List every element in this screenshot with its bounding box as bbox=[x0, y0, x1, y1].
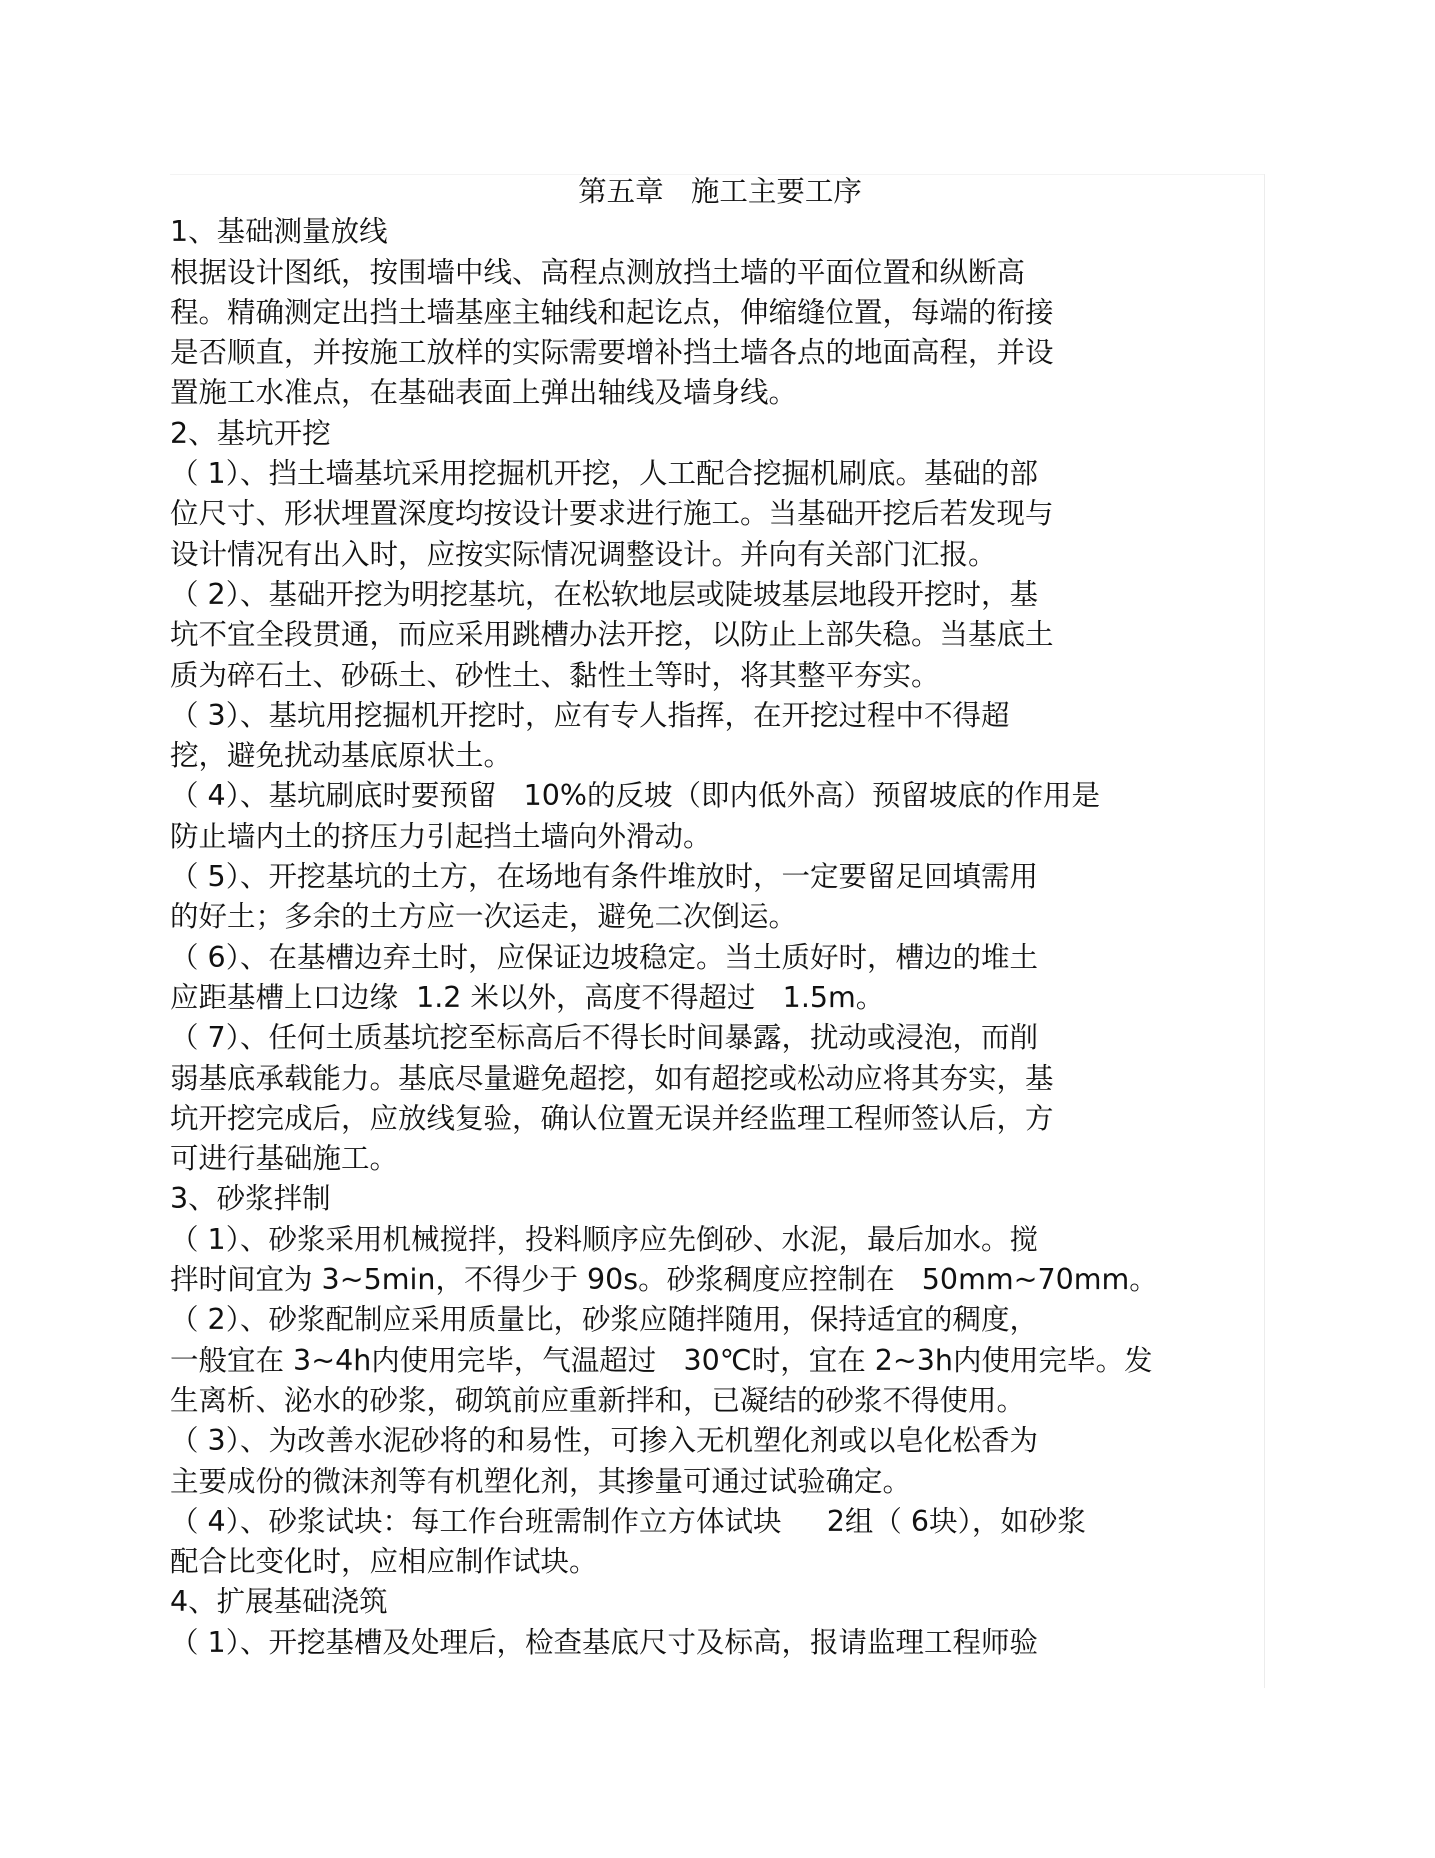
paragraph-line: （ 1）、开挖基槽及处理后，检查基底尺寸及标高，报请监理工程师验 bbox=[170, 1625, 1038, 1659]
paragraph-line: 应距基槽上口边缘 1.2 米以外，高度不得超过 1.5m。 bbox=[170, 980, 885, 1014]
paragraph-line: （ 4）、基坑刷底时要预留 10%的反坡（即内低外高）预留坡底的作用是 bbox=[170, 779, 1100, 813]
section-heading: 2、基坑开挖 bbox=[170, 416, 331, 450]
paragraph-line: 设计情况有出入时，应按实际情况调整设计。并向有关部门汇报。 bbox=[170, 537, 997, 571]
paragraph-line: 质为碎石土、砂砾土、砂性土、黏性土等时，将其整平夯实。 bbox=[170, 658, 940, 692]
paragraph-line: （ 4）、砂浆试块：每工作台班需制作立方体试块 2组（ 6块），如砂浆 bbox=[170, 1504, 1086, 1538]
paragraph-line: 生离析、泌水的砂浆，砌筑前应重新拌和，已凝结的砂浆不得使用。 bbox=[170, 1383, 1026, 1417]
paragraph-line: 一般宜在 3~4h内使用完毕，气温超过 30℃时，宜在 2~3h内使用完毕。发 bbox=[170, 1343, 1153, 1377]
paragraph-line: （ 2）、基础开挖为明挖基坑，在松软地层或陡坡基层地段开挖时，基 bbox=[170, 577, 1038, 611]
section-heading: 1、基础测量放线 bbox=[170, 215, 388, 249]
paragraph-line: 置施工水准点，在基础表面上弹出轴线及墙身线。 bbox=[170, 376, 798, 410]
document-body bbox=[170, 172, 1240, 1663]
paragraph-line: （ 5）、开挖基坑的土方，在场地有条件堆放时，一定要留足回填需用 bbox=[170, 860, 1038, 894]
paragraph-line: （ 2）、砂浆配制应采用质量比，砂浆应随拌随用，保持适宜的稠度， bbox=[170, 1303, 1038, 1337]
paragraph-line: 程。精确测定出挡土墙基座主轴线和起讫点，伸缩缝位置，每端的衔接 bbox=[170, 295, 1054, 329]
page-right-border bbox=[1264, 174, 1265, 1688]
chapter-title: 第五章 施工主要工序 bbox=[578, 175, 862, 208]
paragraph-line: 主要成份的微沫剂等有机塑化剂，其掺量可通过试验确定。 bbox=[170, 1464, 912, 1498]
paragraph-line: 的好土；多余的土方应一次运走，避免二次倒运。 bbox=[170, 900, 798, 934]
paragraph-line: 弱基底承载能力。基底尽量避免超挖，如有超挖或松动应将其夯实，基 bbox=[170, 1061, 1054, 1095]
paragraph-line: （ 3）、基坑用挖掘机开挖时，应有专人指挥，在开挖过程中不得超 bbox=[170, 698, 1010, 732]
paragraph-line: 位尺寸、形状埋置深度均按设计要求进行施工。当基础开挖后若发现与 bbox=[170, 497, 1054, 531]
paragraph-line: 拌时间宜为 3~5min，不得少于 90s。砂浆稠度应控制在 50mm~70mm。 bbox=[170, 1263, 1158, 1297]
paragraph-line: （ 6）、在基槽边弃土时，应保证边坡稳定。当土质好时，槽边的堆土 bbox=[170, 940, 1038, 974]
paragraph-line: 防止墙内土的挤压力引起挡土墙向外滑动。 bbox=[170, 819, 712, 853]
paragraph-line: 挖，避免扰动基底原状土。 bbox=[170, 739, 513, 773]
section-heading: 3、砂浆拌制 bbox=[170, 1182, 331, 1216]
paragraph-line: 根据设计图纸，按围墙中线、高程点测放挡土墙的平面位置和纵断高 bbox=[170, 255, 1026, 289]
paragraph-line: （ 1）、挡土墙基坑采用挖掘机开挖，人工配合挖掘机刷底。基础的部 bbox=[170, 457, 1038, 491]
paragraph-line: 可进行基础施工。 bbox=[170, 1142, 399, 1176]
paragraph-line: （ 1）、砂浆采用机械搅拌，投料顺序应先倒砂、水泥，最后加水。搅 bbox=[170, 1222, 1038, 1256]
section-heading: 4、扩展基础浇筑 bbox=[170, 1585, 388, 1619]
paragraph-line: 坑开挖完成后，应放线复验，确认位置无误并经监理工程师签认后，方 bbox=[170, 1101, 1054, 1135]
paragraph-line: （ 7）、任何土质基坑挖至标高后不得长时间暴露，扰动或浸泡，而削 bbox=[170, 1021, 1038, 1055]
paragraph-line: 坑不宜全段贯通，而应采用跳槽办法开挖，以防止上部失稳。当基底土 bbox=[170, 618, 1054, 652]
paragraph-line: （ 3）、为改善水泥砂将的和易性，可掺入无机塑化剂或以皂化松香为 bbox=[170, 1424, 1038, 1458]
paragraph-line: 配合比变化时，应相应制作试块。 bbox=[170, 1545, 598, 1579]
paragraph-line: 是否顺直，并按施工放样的实际需要增补挡土墙各点的地面高程，并设 bbox=[170, 336, 1054, 370]
